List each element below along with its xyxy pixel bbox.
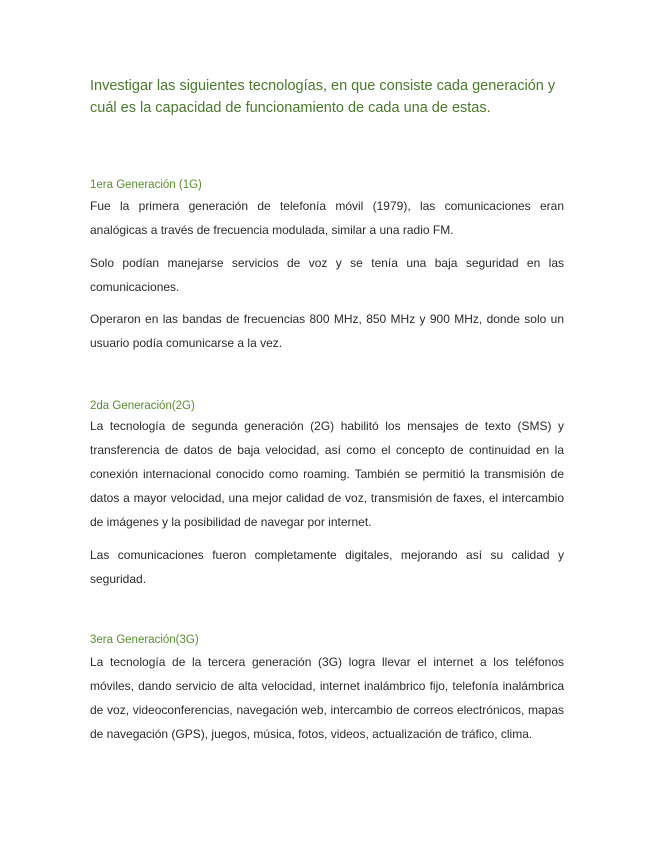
paragraph-1g-services: Solo podían manejarse servicios de voz y se tenía una baja seguridad en las comunicaciones. — [90, 256, 564, 294]
paragraph-1g-intro: Fue la primera generación de telefonía móvil (1979), las comunicaciones eran analógicas a través de frecuencia modulada, similar a una radio FM. — [90, 199, 564, 237]
paragraph-3g-intro: La tecnología de la tercera generación (3G) logra llevar el internet a los teléfonos móviles, dando servicio de alta velocidad, internet inalámbrico fijo, telefonía inalámbrica de voz, videoconferencias, navegación web, intercambio de correos electrónicos, mapas de navegación (GPS), juegos, música, fotos, videos, actualización de tráfico, clima. — [90, 655, 564, 741]
section-heading-1g: 1era Generación (1G) — [90, 179, 202, 191]
section-heading-3g: 3era Generación(3G) — [90, 634, 199, 646]
paragraph-2g-intro: La tecnología de segunda generación (2G) habilitó los mensajes de texto (SMS) y transferencia de datos de baja velocidad, así como el concepto de continuidad en la conexión internacional conocido como roaming. También se permitió la transmisión de datos a mayor velocidad, una mejor calidad de voz, transmisión de faxes, el intercambio de imágenes y la posibilidad de navegar por internet. — [90, 419, 564, 529]
section-heading-2g: 2da Generación(2G) — [90, 400, 195, 412]
paragraph-1g-frequencies: Operaron en las bandas de frecuencias 800 MHz, 850 MHz y 900 MHz, donde solo un usuario podía comunicarse a la vez. — [90, 312, 564, 350]
document-title: Investigar las siguientes tecnologías, en que consiste cada generación y cuál es la capacidad de funcionamiento de cada una de estas. — [90, 78, 556, 116]
paragraph-2g-digital: Las comunicaciones fueron completamente digitales, mejorando así su calidad y seguridad. — [90, 548, 564, 586]
